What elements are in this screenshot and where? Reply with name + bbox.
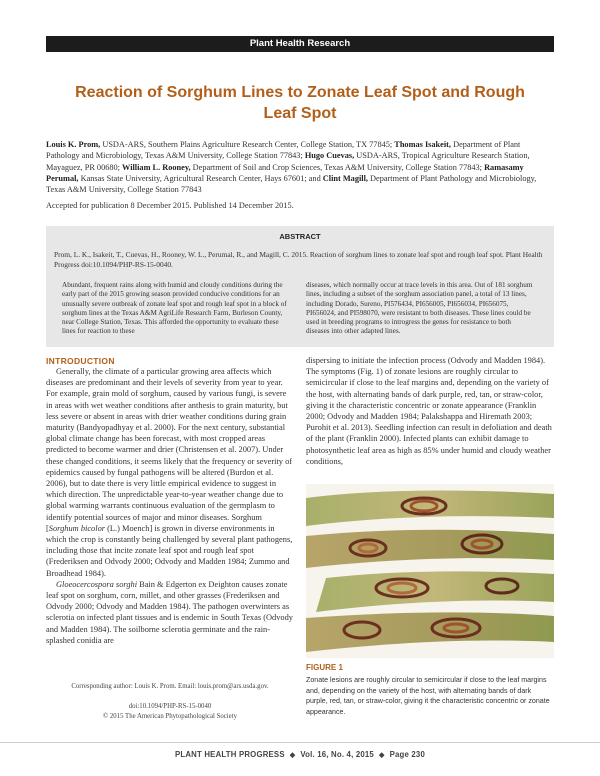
- page-number: Page 230: [389, 750, 425, 759]
- doi-link[interactable]: doi:10.1094/PHP-RS-15-0040: [128, 703, 212, 710]
- sorghum-leaves-photo: [306, 484, 554, 658]
- volume-info: Vol. 16, No. 4, 2015: [300, 750, 374, 759]
- author-affiliation: Department of Plant Pathology and Microbiology, Texas A&M University, College Station 77843;: [46, 140, 521, 161]
- publication-dates: Accepted for publication 8 December 2015. Published 14 December 2015.: [46, 201, 294, 210]
- abstract-heading: ABSTRACT: [279, 232, 321, 241]
- author-name: Louis K. Prom,: [46, 140, 101, 149]
- body-column-left: [46, 366, 294, 646]
- author-name: Hugo Cuevas,: [304, 151, 355, 161]
- author-name: Clint Magill,: [322, 173, 368, 183]
- intro-paragraph-1: Generally, the climate of a particular growing area affects which diseases are predominant and their levels of severity from year to year. For example, grain mold of sorghum, caused by various fungi, is severe in areas with wet weather conditions after anthesis to grain maturity, but less severe or absent in areas with drier weather conditions during grain maturity (Bandyopadhyay et al. 2000). For the next century, substantial global climate change has been forecast, with most cropped areas predicted to become warmer and drier (Christensen et al. 2007). Under these changed conditions, it seems likely that the frequency or severity of epidemics caused by fungal pathogens will be altered (Burdon et al. 2006), but to date there is very little empirical evidence to suggest in which direction. The unpredictable year-to-year weather change due to global warming warrants continuous evaluation of the germplasm to identify potential sources of major and minor diseases. Sorghum [Sorghum bicolor (L.) Moench] is grown in diverse environments in which the crop is constantly being challenged by several plant pathogens, including those that incite zonate leaf spot and rough leaf spot (Frederiksen and Odvody 2000; Odvody and Madden 1984; Zummo and Broadhead 1984).: [46, 367, 293, 578]
- body-column-right: [306, 355, 554, 467]
- corresponding-author: Corresponding author: Louis K. Prom. Email: louis.prom@ars.usda.gov.: [71, 683, 269, 690]
- author-name: Ramasamy Perumal,: [46, 162, 524, 183]
- figure-1-image: [306, 484, 554, 658]
- species-name: Sorghum bicolor: [48, 523, 106, 533]
- abstract-citation: Prom, L. K., Isakeit, T., Cuevas, H., Rooney, W. L., Perumal, R., and Magill, C. 2015. Reaction of sorghum lines to zonate leaf spot and rough leaf spot. Plant Health Progress doi:10.1094/PHP-RS-15-0040.: [54, 250, 543, 270]
- abstract-text-left: Abundant, frequent rains along with humid and cloudy conditions during the early part of the 2015 growing season provided conducive conditions for an unusually severe outbreak of zonate leaf spot and rough leaf spot in a block of sorghum lines at the Texas A&M AgriLife Research Farm, Burleson County, near College Station, Texas. This afforded the opportunity to evaluate these lines for reaction to these: [62, 281, 287, 336]
- doi-block: [46, 702, 294, 721]
- author-affiliation: USDA-ARS, Tropical Agriculture Research Station, Mayaguez, PR 00680;: [46, 151, 530, 172]
- intro-paragraph-continued: dispersing to initiate the infection process (Odvody and Madden 1984). The symptoms (Fig. 1) of zonate lesions are roughly circular to semicircular if close to the leaf margins and, depending on the variety of the host, with alternating bands of dark purple, red, tan, or straw-color, giving it the characteristic concentric or zonate appearance (Franklin 2000; Odvody and Madden 1984; Palakshappa and Hiremath 2003; Purohit et al. 2013). Seedling infection can result in defoliation and death of the plant (Franklin 2000). Infected plants can exhibit damage to photosynthetic leaf area as high as 85% under humid and cloudy weather conditions,: [306, 356, 552, 466]
- copyright-notice: © 2015 The American Phytopathological Society: [103, 712, 237, 720]
- author-affiliation: Department of Plant Pathology and Microbiology, Texas A&M University, College Station 77843: [46, 173, 537, 195]
- article-title: Reaction of Sorghum Lines to Zonate Leaf Spot and Rough Leaf Spot: [75, 84, 525, 122]
- author-list: [46, 139, 554, 195]
- author-affiliation: Kansas State University, Agricultural Research Center, Hays 67601; and: [78, 173, 323, 183]
- figure-caption: Zonate lesions are roughly circular to semicircular if close to the leaf margins and, depending on the variety of the host, with alternating bands of dark purple, red, tan, or straw-color, giving it the characteristic concentric or zonate appearance.: [306, 676, 550, 716]
- introduction-heading: INTRODUCTION: [46, 356, 115, 366]
- intro-paragraph-2: Gloeocercospora sorghi Bain & Edgerton ex Deighton causes zonate leaf spot on sorghum, corn, millet, and other grasses (Frederiksen and Odvody 2000; Odvody and Madden 1984). The pathogen overwinters as sclerotia on infected plant tissues and is endemic in South Texas (Odvody and Madden 1984). The soilborne sclerotia germinate and the rain-splashed conidia are: [46, 579, 293, 645]
- abstract-text-right: diseases, which normally occur at trace levels in this area. Out of 181 sorghum lines, including a subset of the sorghum association panel, a total of 13 lines, including Dorado, Sureno, PI576434, PI656005, PI656034, PI656075, PI656024, and PI598070, were resistant to both diseases. These lines could be used in breeding programs to introgress the genes for resistance to both diseases into other adapted lines.: [306, 281, 533, 336]
- section-label: Plant Health Research: [249, 38, 351, 49]
- author-affiliation: USDA-ARS, Southern Plains Agriculture Research Center, College Station, TX 77845;: [100, 140, 395, 149]
- pathogen-name: Gloeocercospora sorghi: [56, 579, 138, 589]
- author-name: William L. Rooney,: [122, 162, 191, 172]
- journal-name: PLANT HEALTH PROGRESS: [174, 750, 285, 759]
- diamond-separator-icon: ◆: [289, 752, 296, 759]
- author-affiliation: Department of Soil and Crop Sciences, Texas A&M University, College Station 77843;: [190, 162, 485, 172]
- page-footer: [0, 742, 600, 772]
- diamond-separator-icon: ◆: [378, 752, 385, 759]
- section-header-bar: [46, 36, 554, 52]
- author-name: Thomas Isakeit,: [394, 140, 451, 149]
- figure-label: FIGURE 1: [306, 663, 343, 672]
